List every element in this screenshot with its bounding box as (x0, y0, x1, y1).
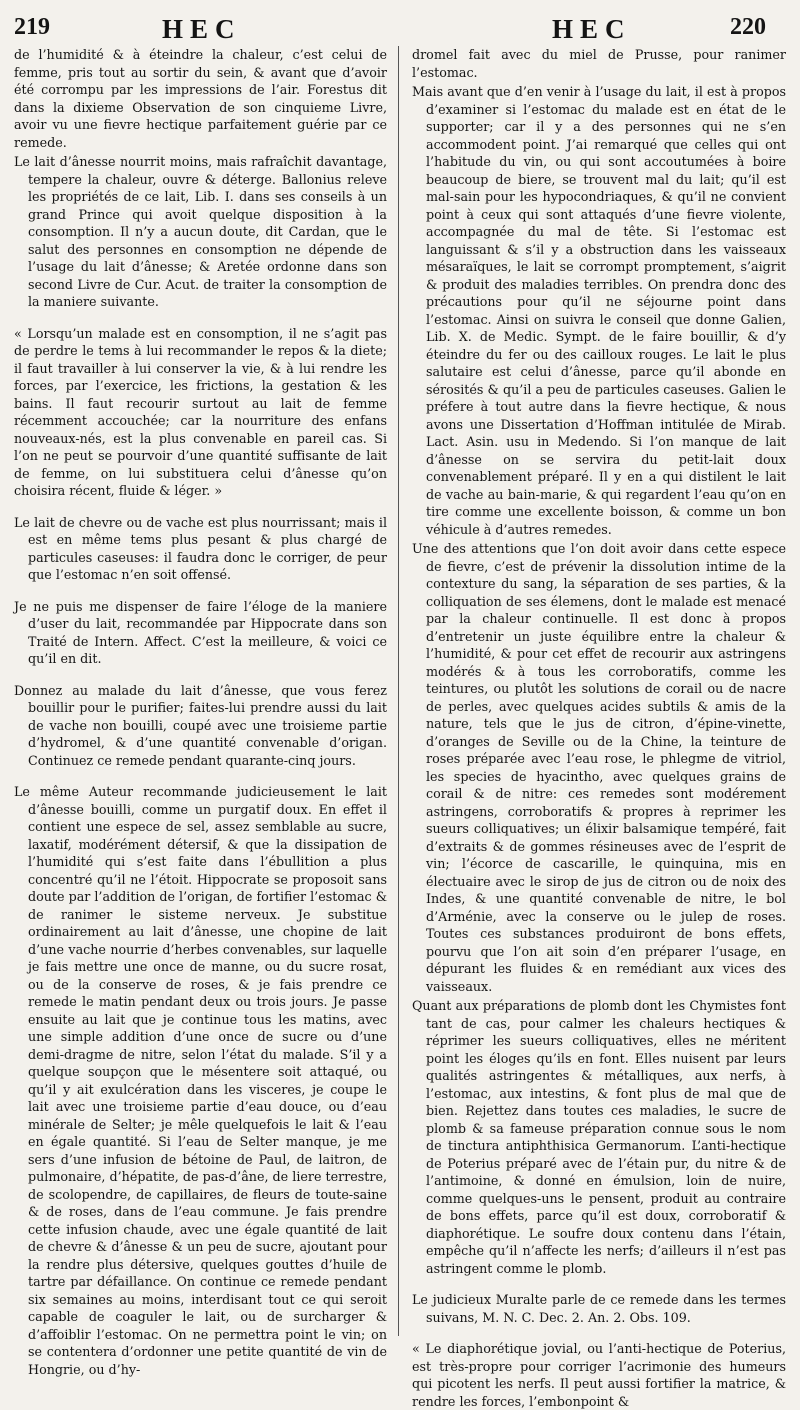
column-divider (398, 46, 399, 1336)
paragraph: Le même Auteur recommande judicieusement le lait d’ânesse bouilli, comme un purgatif doux. En effet il contient une espece de sel, assez semblable au sucre, laxatif, modérément détersif, & que la dissipation de l’humidité qui s’est faite dans l’ébullition a plus concentré qu’il ne l’étoit. Hippocrate se proposoit sans doute par l’addition de l’origan, de fortifier l’estomac & de ranimer le sisteme nerveux. Je substitue ordinairement au lait d’ânesse, une chopine de lait d’une vache nourrie d’herbes convenables, sur laquelle je fais mettre une once de manne, ou du sucre rosat, ou de la conserve de roses, & je fais prendre ce remede le matin pendant deux ou trois jours. Je passe ensuite au lait que je continue tous les matins, avec une simple addition d’une once de sucre ou d’une demi-dragme de nitre, selon l’état du malade. S’il y a quelque soupçon que le mésentere soit attaqué, ou qu’il y ait exulcération dans les visceres, je coupe le lait avec une troisieme partie d’eau douce, ou d’eau minérale de Selter; je mêle quelquefois le lait & l’eau en égale quantité. Si l’eau de Selter manque, je me sers d’une infusion de bétoine de Paul, de laitron, de pulmonaire, d’hépatite, de pas-d’âne, de liere terrestre, de scolopendre, de capillaires, de fleurs de toute-saine & de roses, dans de l’eau commune. Je fais prendre cette infusion chaude, avec une égale quantité de lait de chevre & d’ânesse & un peu de sucre, ajoutant pour la rendre plus détersive, quelques gouttes d’huile de tartre par défaillance. On continue ce remede pendant six semaines au moins, interdisant tout ce qui seroit capable de coaguler le lait, ou de surcharger & d’affoiblir l’estomac. On ne permettra point le vin; on se contentera d’ordonner une petite quantité de vin de Hongrie, ou d’hy- (14, 784, 387, 1377)
paragraph: Je ne puis me dispenser de faire l’éloge de la maniere d’user du lait, recommandée par Hippocrate dans son Traité de Intern. Affect. C’est la meilleure, & voici ce qu’il en dit. (14, 598, 387, 666)
left-page-number: 219 (14, 14, 50, 40)
paragraph: Le lait d’ânesse nourrit moins, mais rafraîchit davantage, tempere la chaleur, ouvre & déterge. Ballonius releve les propriétés de ce lait, Lib. I. dans ses conseils à un grand Prince qui avoit quelque disposition à la consomption. Il n’y a aucun doute, dit Cardan, que le salut des personnes en consomption ne dépende de l’usage du lait d’ânesse; & Aretée ordonne dans son second Livre de Cur. Acut. de traiter la consomption de la maniere suivante. (14, 154, 387, 309)
quoted-passage: « Lorsqu’un malade est en consomption, il ne s’agit pas de perdre le tems à lui recommander le repos & la diete; il faut travailler à lui conserver la vie, & à lui rendre les forces, par l’exercice, les frictions, la gestation & les bains. Il faut recourir surtout au lait de femme récemment accouchée; car la nourriture des enfans nouveaux-nés, est la plus convenable en pareil cas. Si l’on ne peut se pourvoir d’une quantité suffisante de lait de femme, on lui substituera celui d’ânesse qu’on choisira récent, fluide & léger. » (14, 325, 387, 500)
paragraph: dromel fait avec du miel de Prusse, pour ranimer l’estomac. (412, 47, 786, 80)
quoted-passage: « Le diaphorétique jovial, ou l’anti-hectique de Poterius, est très-propre pour corriger l’acrimonie des humeurs qui picotent les nerfs. Il peut aussi fortifier la matrice, & rendre les forces, l’embonpoint & (412, 1340, 786, 1410)
right-headword: HEC (552, 14, 632, 44)
paragraph: de l’humidité & à éteindre la chaleur, c’est celui de femme, pris tout au sortir du sein, & avant que d’avoir été corrompu par les impressions de l’air. Forestus dit dans la dixieme Observation de son cinquieme Livre, avoir vu une fievre hectique parfaitement guérie par ce remede. (14, 47, 387, 150)
paragraph: Quant aux préparations de plomb dont les Chymistes font tant de cas, pour calmer les chaleurs hectiques & réprimer les sueurs colliquatives, elles ne méritent point les éloges qu’ils en font. Elles nuisent par leurs qualités astringentes & métalliques, aux nerfs, à l’estomac, aux intestins, & font plus de mal que de bien. Rejettez dans toutes ces maladies, le sucre de plomb & sa fameuse préparation connue sous le nom de tinctura antiphthisica Germanorum. L’anti-hectique de Poterius préparé avec de l’étain pur, du nitre & de l’antimoine, & donné en émulsion, loin de nuire, comme quelques-uns le pensent, produit au contraire de bons effets, parce qu’il est doux, corroboratif & diaphorétique. Le soufre doux contenu dans l’étain, empêche qu’il n’affecte les nerfs; d’ailleurs il n’est pas astringent comme le plomb. (412, 998, 786, 1276)
paragraph: Une des attentions que l’on doit avoir dans cette espece de fievre, c’est de prévenir la dissolution intime de la contexture du sang, la séparation de ses parties, & la colliquation de ses élemens, dont le malade est menacé par la chaleur continuelle. Il est donc à propos d’entretenir un juste équilibre entre la chaleur & l’humidité, & pour cet effet de recourir aux astringens modérés & à tous les corroboratifs, comme les teintures, ou plutôt les solutions de corail ou de nacre de perles, avec quelques acides subtils & amis de la nature, tels que le jus de citron, d’épine-vinette, d’oranges de Seville ou de la Chine, la teinture de roses préparée avec l’eau rose, le phlegme de vitriol, les species de hyacintho, avec quelques grains de corail & de nitre: ces remedes sont modérement astringens, corroboratifs & propres à reprimer les sueurs colliquatives; un élixir balsamique tempéré, fait d’extraits & de gommes résineuses avec de l’esprit de vin; l’écorce de cascarille, le quinquina, mis en électuaire avec le sirop de jus de citron ou de noix des Indes, & une quantité convenable de nitre, le bol d’Arménie, avec la conserve ou le julep de roses. Toutes ces substances produiront de bons effets, pourvu que l’on ait soin d’en préparer l’usage, en dépurant les fluides & en remédiant aux vices des vaisseaux. (412, 541, 786, 994)
left-column (14, 46, 388, 1377)
running-header (0, 0, 800, 48)
left-headword: HEC (162, 14, 242, 44)
right-page-number: 220 (730, 14, 766, 40)
paragraph: Le judicieux Muralte parle de ce remede dans les termes suivans, M. N. C. Dec. 2. An. 2. Obs. 109. (412, 1292, 786, 1325)
paragraph: Mais avant que d’en venir à l’usage du lait, il est à propos d’examiner si l’estomac du malade est en état de le supporter; car il y a des personnes qui ne s’en accommodent point. J’ai remarqué que celles qui ont l’habitude du vin, ou qui sont accoutumées à boire beaucoup de biere, se trouvent mal du lait; qu’il est mal-sain pour les hypocondriaques, & qu’il ne convient point à ceux qui sont attaqués d’une fievre violente, accompagnée du mal de tête. Si l’estomac est languissant & s’il y a obstruction dans les vaisseaux mésaraïques, le lait se corrompt promptement, s’aigrit & produit des maladies terribles. On prendra donc des précautions pour qu’il ne séjourne point dans l’estomac. Ainsi on suivra le conseil que donne Galien, Lib. X. de Medic. Sympt. de le faire bouillir, & d’y éteindre du fer ou des cailloux rouges. Le lait le plus salutaire est celui d’ânesse, parce qu’il abonde en sérosités & qu’il a peu de particules caseuses. Galien le préfere à tout autre dans la fievre hectique, & nous avons une Dissertation d’Hoffman intitulée de Mirab. Lact. Asin. usu in Medendo. Si l’on manque de lait d’ânesse on se servira du petit-lait doux convenablement préparé. Il y en a qui distilent le lait de vache au bain-marie, & qui regardent l’eau qu’on en tire comme une excellente boisson, & comme un bon véhicule à d’autres remedes. (412, 84, 786, 537)
paragraph: Donnez au malade du lait d’ânesse, que vous ferez bouillir pour le purifier; faites-lui prendre aussi du lait de vache non bouilli, coupé avec une troisieme partie d’hydromel, & d’une quantité convenable d’origan. Continuez ce remede pendant quarante-cinq jours. (14, 682, 387, 768)
right-column (412, 46, 787, 1409)
paragraph: Le lait de chevre ou de vache est plus nourrissant; mais il est en même tems plus pesant & plus chargé de particules caseuses: il faudra donc le corriger, de peur que l’estomac n’en soit offensé. (14, 514, 387, 582)
